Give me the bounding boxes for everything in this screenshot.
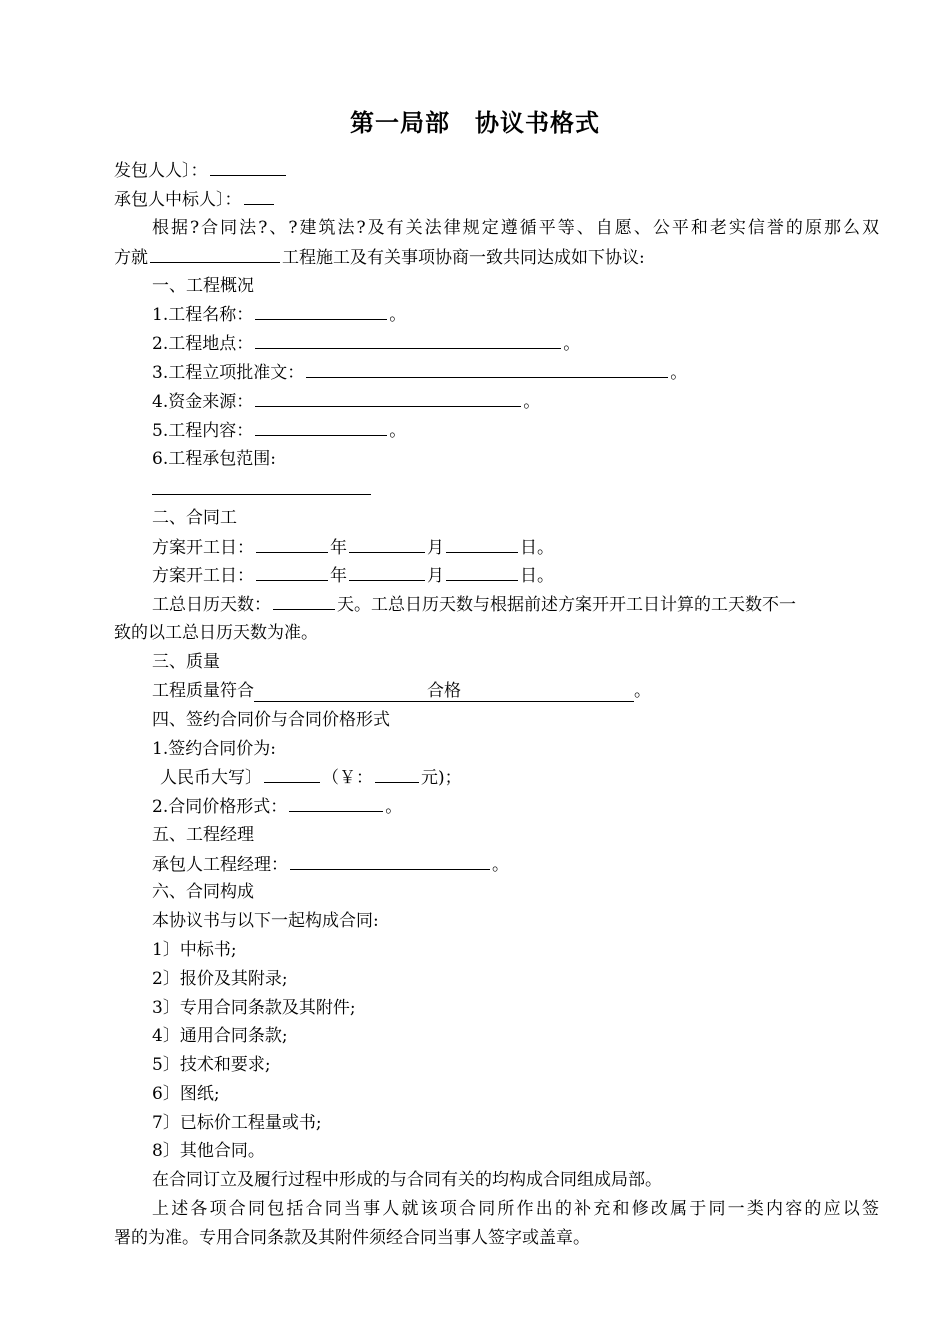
section-2-heading: 二、合同工 xyxy=(152,508,237,528)
list-item: 1〕中标书; xyxy=(152,940,237,960)
supplement-note-1: 上述各项合同包括合同当事人就该项合同所作出的补充和修改属于同一类内容的应以签 xyxy=(152,1199,879,1219)
section-4-heading: 四、签约合同价与合同价格形式 xyxy=(152,710,390,730)
yen-blank[interactable] xyxy=(375,765,419,783)
rmb-label: 人民币大写〕 xyxy=(160,768,262,788)
page-title: 第一局部 协议书格式 xyxy=(350,108,600,137)
quality-value[interactable]: 合格 xyxy=(254,681,634,702)
composition-note: 在合同订立及履行过程中形成的与合同有关的均构成合同组成局部。 xyxy=(152,1170,662,1190)
quality-label: 工程质量符合 xyxy=(152,681,254,701)
end-date-line: 方案开工日： 年 月 日。 xyxy=(152,563,554,587)
funding-source-blank[interactable] xyxy=(255,389,521,407)
end-year-blank[interactable] xyxy=(256,563,328,581)
preamble-line-1: 根据?合同法?、?建筑法?及有关法律规定遵循平等、自愿、公平和老实信誉的原那么双 xyxy=(152,218,879,238)
project-blank[interactable] xyxy=(150,245,280,263)
project-manager-blank[interactable] xyxy=(290,852,490,870)
project-name-line: 1.工程名称： 。 xyxy=(152,302,406,326)
rmb-blank[interactable] xyxy=(264,765,320,783)
project-approval-line: 3.工程立项批准文： 。 xyxy=(152,360,687,384)
party-b-label: 承包人中标人〕： xyxy=(114,190,242,210)
contract-intro: 本协议书与以下一起构成合同: xyxy=(152,911,379,931)
party-b-blank[interactable] xyxy=(244,187,274,205)
list-item: 4〕通用合同条款; xyxy=(152,1026,288,1046)
list-item: 2〕报价及其附录; xyxy=(152,969,288,989)
end-month-blank[interactable] xyxy=(349,563,425,581)
section-5-heading: 五、工程经理 xyxy=(152,825,254,845)
start-date-line: 方案开工日： 年 月 日。 xyxy=(152,535,554,559)
preamble-suffix: 工程施工及有关事项协商一致共同达成如下协议: xyxy=(282,248,645,268)
total-days-label: 工总日历天数： xyxy=(152,595,271,615)
rmb-line: 人民币大写〕 （￥： 元)； xyxy=(160,765,462,789)
project-approval-label: 3.工程立项批准文： xyxy=(152,363,305,383)
price-form-label: 2.合同价格形式： xyxy=(152,797,288,817)
funding-source-line: 4.资金来源： 。 xyxy=(152,389,540,413)
section-3-heading: 三、质量 xyxy=(152,652,220,672)
supplement-note-2: 署的为准。专用合同条款及其附件须经合同当事人签字或盖章。 xyxy=(114,1228,590,1248)
project-content-line: 5.工程内容： 。 xyxy=(152,418,406,442)
party-a-label: 发包人人〕： xyxy=(114,161,208,181)
list-item: 8〕其他合同。 xyxy=(152,1141,265,1161)
preamble-line-2 xyxy=(114,245,645,269)
start-day-blank[interactable] xyxy=(446,535,518,553)
price-form-line: 2.合同价格形式： 。 xyxy=(152,794,402,818)
party-a-blank[interactable] xyxy=(210,158,286,176)
total-days-blank[interactable] xyxy=(273,592,335,610)
contract-price-label: 1.签约合同价为: xyxy=(152,739,276,759)
section-6-heading: 六、合同构成 xyxy=(152,882,254,902)
price-form-blank[interactable] xyxy=(289,794,383,812)
list-item: 3〕专用合同条款及其附件; xyxy=(152,998,356,1018)
list-item: 5〕技术和要求; xyxy=(152,1055,271,1075)
total-days-note: 天。工总日历天数与根据前述方案开开工日计算的工天数不一 xyxy=(337,595,796,615)
project-content-label: 5.工程内容： xyxy=(152,421,254,441)
party-a-line xyxy=(114,158,288,182)
project-location-label: 2.工程地点： xyxy=(152,334,254,354)
funding-source-label: 4.资金来源： xyxy=(152,392,254,412)
project-name-blank[interactable] xyxy=(255,302,387,320)
start-date-label: 方案开工日： xyxy=(152,538,254,558)
total-days-line xyxy=(152,592,879,616)
project-name-label: 1.工程名称： xyxy=(152,305,254,325)
start-month-blank[interactable] xyxy=(349,535,425,553)
party-b-line xyxy=(114,187,276,211)
start-year-blank[interactable] xyxy=(256,535,328,553)
project-scope-blank[interactable] xyxy=(152,494,371,495)
project-manager-line: 承包人工程经理： 。 xyxy=(152,852,509,876)
quality-line: 工程质量符合 合格 。 xyxy=(152,681,651,701)
end-date-label: 方案开工日： xyxy=(152,566,254,586)
list-item: 6〕图纸; xyxy=(152,1084,220,1104)
list-item: 7〕已标价工程量或书; xyxy=(152,1113,322,1133)
end-day-blank[interactable] xyxy=(446,563,518,581)
project-approval-blank[interactable] xyxy=(306,360,668,378)
project-content-blank[interactable] xyxy=(255,418,387,436)
project-scope-label: 6.工程承包范围: xyxy=(152,449,276,469)
total-days-note-2: 致的以工总日历天数为准。 xyxy=(114,623,318,643)
project-location-line: 2.工程地点： 。 xyxy=(152,331,580,355)
section-1-heading: 一、工程概况 xyxy=(152,276,254,296)
preamble-prefix: 方就 xyxy=(114,248,148,268)
project-location-blank[interactable] xyxy=(255,331,561,349)
project-manager-label: 承包人工程经理： xyxy=(152,855,288,875)
